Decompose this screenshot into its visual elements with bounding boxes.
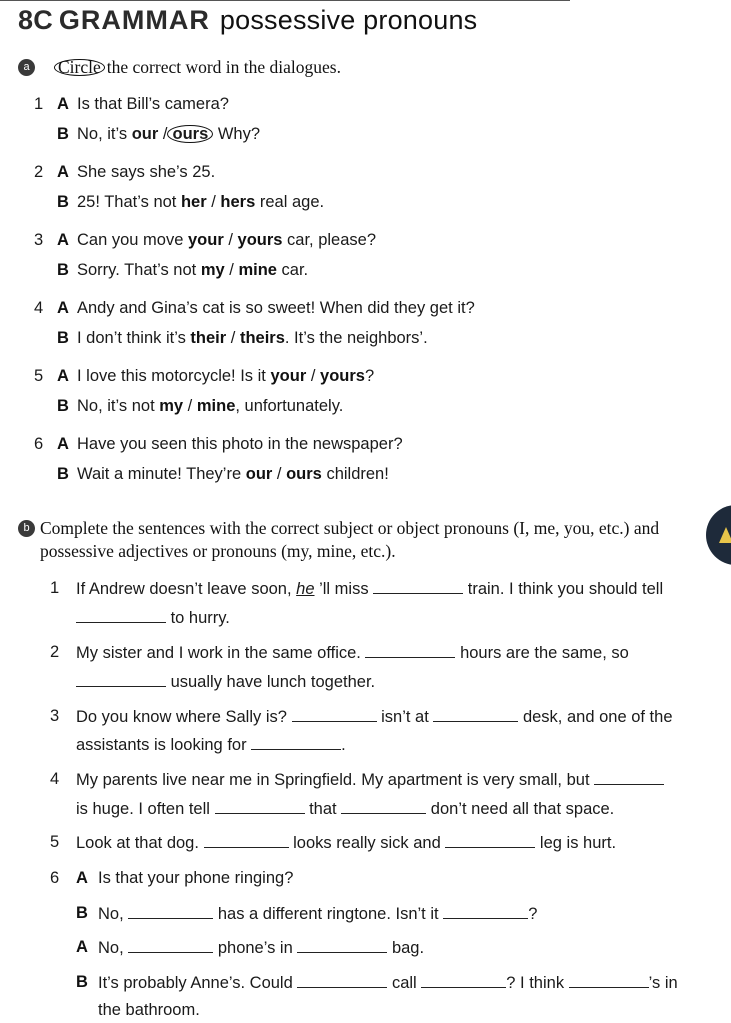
option-word[interactable]: ours (286, 465, 322, 483)
b6-line3: No, phone’s in bag. (98, 936, 424, 959)
line-text: Have you seen this photo in the newspaper? (77, 435, 403, 453)
b6-line4: It’s probably Anne’s. Could call ? I think ’s in (98, 971, 678, 994)
option-word[interactable]: my (200, 261, 225, 279)
answer-blank[interactable] (373, 577, 463, 594)
dialogue-line-2b (77, 191, 324, 213)
option-word[interactable]: our (245, 465, 273, 483)
line-text: . It’s the neighbors’. (284, 329, 428, 347)
answer-blank[interactable] (215, 797, 305, 814)
b6-line2: No, has a different ringtone. Isn’t it ? (98, 902, 537, 925)
answer-blank[interactable] (569, 971, 649, 988)
page-tab-icon (706, 505, 731, 565)
b2-line1: My sister and I work in the same office. hours are the same, so (76, 641, 629, 664)
answer-blank[interactable] (341, 797, 426, 814)
dialogue-line-4a (77, 297, 475, 319)
b5-line1: Look at that dog. looks really sick and leg is hurt. (76, 831, 616, 854)
item-number: 1 (34, 95, 44, 113)
option-word[interactable]: their (190, 329, 227, 347)
answer-blank[interactable] (76, 606, 166, 623)
dialogue-line-1a (77, 93, 229, 115)
speaker-label: B (57, 261, 69, 279)
option-word[interactable]: yours (237, 231, 283, 249)
answer-blank[interactable] (443, 902, 528, 919)
exercise-b-badge: b (18, 520, 35, 537)
b3-line2: assistants is looking for . (76, 733, 346, 756)
b2-line2: usually have lunch together. (76, 670, 375, 693)
answer-blank[interactable] (365, 641, 455, 658)
line-text: Wait a minute! They’re (77, 465, 246, 483)
option-word[interactable]: your (270, 367, 307, 385)
answer-blank[interactable] (297, 936, 387, 953)
line-text: No, it’s not (77, 397, 160, 415)
line-text: She says she’s 25. (77, 163, 216, 181)
dialogue-line-3b (77, 259, 308, 281)
option-word[interactable]: theirs (239, 329, 285, 347)
topic-label: possessive pronouns (219, 5, 478, 35)
b3-line1: Do you know where Sally is? isn’t at desk, and one of the (76, 705, 673, 728)
speaker-label: B (76, 973, 88, 991)
answer-blank[interactable] (421, 971, 506, 988)
answer-blank[interactable] (128, 902, 213, 919)
item-number: 2 (34, 163, 44, 181)
section-label: GRAMMAR (58, 5, 210, 35)
option-separator: / (206, 193, 221, 211)
dialogue-line-6b (77, 463, 389, 485)
speaker-label: B (76, 904, 88, 922)
item-number: 4 (50, 770, 60, 788)
line-text: Sorry. That’s not (77, 261, 201, 279)
option-word[interactable]: mine (196, 397, 236, 415)
b6-line1: Is that your phone ringing? (98, 869, 294, 887)
item-number: 6 (50, 869, 60, 887)
speaker-label: B (57, 193, 69, 211)
dialogue-line-3a (77, 229, 376, 251)
item-number: 5 (34, 367, 44, 385)
option-word[interactable]: mine (238, 261, 277, 279)
dialogue-line-2a (77, 161, 215, 183)
item-number: 3 (34, 231, 44, 249)
line-text: I don’t think it’s (77, 329, 191, 347)
circle-word: Circle (54, 59, 105, 76)
exercise-a-instruction: Circle the correct word in the dialogues. (54, 55, 341, 79)
item-number: 1 (50, 579, 60, 597)
line-text: Andy and Gina’s cat is so sweet! When did they get it? (77, 299, 475, 317)
b6-line5: the bathroom. (98, 1001, 200, 1019)
answer-blank[interactable] (594, 768, 664, 785)
unit-label: 8C (18, 5, 53, 35)
answer-blank[interactable] (433, 705, 518, 722)
option-word[interactable]: our (131, 125, 159, 143)
option-word[interactable]: yours (320, 367, 365, 385)
item-number: 6 (34, 435, 44, 453)
answer-blank[interactable] (292, 705, 377, 722)
exercise-a-badge: a (18, 59, 35, 76)
b1-line2: to hurry. (76, 606, 230, 629)
speaker-label: A (57, 299, 69, 317)
option-separator: / (272, 465, 287, 483)
speaker-label: A (57, 163, 69, 181)
answer-blank[interactable] (251, 733, 341, 750)
line-text: car, please? (282, 231, 377, 249)
option-separator: / (224, 261, 239, 279)
dialogue-line-6a (77, 433, 403, 455)
item-number: 2 (50, 643, 60, 661)
exercise-b-instruction: Complete the sentences with the correct subject or object pronouns (I, me, you, etc.) and possessive adjectives or pronouns (my, mine, etc.). (40, 518, 660, 561)
item-number: 5 (50, 833, 60, 851)
b4-line2: is huge. I often tell that don’t need all that space. (76, 797, 614, 820)
line-text: No, it’s (77, 125, 132, 143)
dialogue-line-4b (77, 327, 428, 349)
line-text: ? (364, 367, 375, 385)
option-word[interactable]: my (159, 397, 184, 415)
item-number: 4 (34, 299, 44, 317)
speaker-label: A (76, 869, 88, 887)
b4-line1: My parents live near me in Springfield. My apartment is very small, but (76, 768, 664, 791)
line-text: Why? (213, 125, 261, 143)
speaker-label: A (57, 231, 69, 249)
page-title (18, 4, 477, 36)
answer-blank[interactable] (297, 971, 387, 988)
speaker-label: A (57, 367, 69, 385)
speaker-label: B (57, 397, 69, 415)
option-separator: / (223, 231, 238, 249)
dialogue-line-5a (77, 365, 374, 387)
option-separator: / (158, 125, 168, 143)
answer-blank[interactable] (445, 831, 535, 848)
line-text: Can you move (77, 231, 188, 249)
b1-line1: If Andrew doesn’t leave soon, he ’ll miss train. I think you should tell (76, 577, 663, 600)
answer-blank[interactable] (76, 670, 166, 687)
dialogue-line-5b (77, 395, 343, 417)
top-rule (0, 0, 570, 1)
option-word[interactable]: your (187, 231, 224, 249)
option-separator: / (183, 397, 197, 415)
speaker-label: A (57, 95, 69, 113)
answer-blank[interactable] (128, 936, 213, 953)
line-text: car. (276, 261, 309, 279)
item-number: 3 (50, 707, 60, 725)
line-text: children! (321, 465, 389, 483)
line-text: Is that Bill’s camera? (77, 95, 229, 113)
answer-blank[interactable] (204, 831, 289, 848)
speaker-label: B (57, 465, 69, 483)
option-separator: / (226, 329, 240, 347)
speaker-label: B (57, 125, 69, 143)
line-text: real age. (255, 193, 325, 211)
option-word[interactable]: hers (220, 193, 256, 211)
option-separator: / (306, 367, 321, 385)
speaker-label: A (57, 435, 69, 453)
line-text: 25! That’s not (77, 193, 181, 211)
line-text: , unfortunately. (235, 397, 344, 415)
speaker-label: B (57, 329, 69, 347)
speaker-label: A (76, 938, 88, 956)
line-text: I love this motorcycle! Is it (77, 367, 271, 385)
option-word[interactable]: her (180, 193, 207, 211)
dialogue-line-1b (77, 123, 260, 145)
circled-answer[interactable]: ours (167, 125, 213, 143)
